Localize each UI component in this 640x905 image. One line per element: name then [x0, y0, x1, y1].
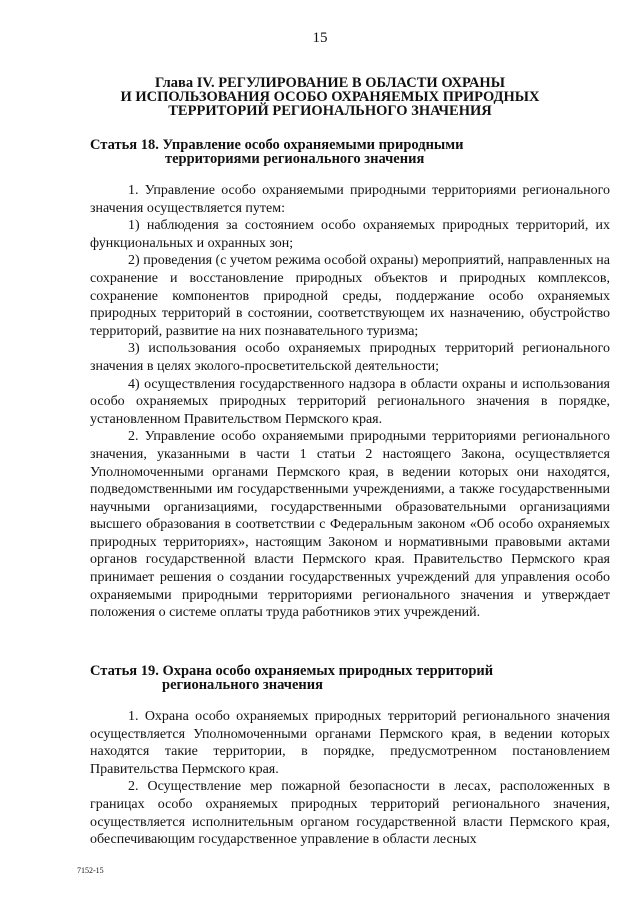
paragraph: 1. Управление особо охраняемыми природными территориями регионального значения осуществляется путем:: [90, 183, 610, 216]
paragraph: 2) проведения (с учетом режима особой охраны) мероприятий, направленных на сохранение и восстановление природных объектов и природных комплексов, сохранение компонентов природной среды, поддержание особо охраняемых природных территорий в состоянии, соответствующем их назначению, обустройство территорий, развитие на них познавательного туризма;: [90, 253, 610, 339]
paragraph: 2. Управление особо охраняемыми природными территориями регионального значения, указанными в части 1 статьи 2 настоящего Закона, осуществляется Уполномоченными органами Пермского края, в ведении которых они находятся, подведомственными им государственными учреждениями, а также государственными научными организациями, государственными образовательными организациями высшего образования в соответствии с Федеральным законом «Об особо охраняемых природных территориях», настоящим Законом и нормативными правовыми актами органов государственной власти Пермского края. Правительство Пермского края принимает решения о создании государственных учреждений для управления особо охраняемыми природными территориями регионального значения и утверждает положения о системе оплаты труда работников этих учреждений.: [90, 429, 610, 621]
article-title-line: Статья 19. Охрана особо охраняемых природных территорий: [90, 663, 494, 679]
article-title-line: Статья 18. Управление особо охраняемыми природными: [90, 137, 464, 153]
chapter-title: [90, 76, 570, 118]
paragraph: 1. Охрана особо охраняемых природных территорий регионального значения осуществляется Уполномоченными органами Пермского края, в ведении которых находятся такие территории, в порядке, предусмотренном постановлением Правительства Пермского края.: [90, 709, 610, 777]
article-title-line: регионального значения: [162, 677, 323, 693]
article-18-body: [90, 182, 610, 622]
chapter-title-line: ТЕРРИТОРИЙ РЕГИОНАЛЬНОГО ЗНАЧЕНИЯ: [168, 103, 492, 119]
article-19-body: [90, 708, 610, 849]
paragraph: 4) осуществления государственного надзора в области охраны и использования особо охраняемых природных территорий регионального значения в порядке, установленном Правительством Пермского края.: [90, 376, 610, 427]
article-19-title: [90, 664, 610, 692]
chapter-title-line: И ИСПОЛЬЗОВАНИЯ ОСОБО ОХРАНЯЕМЫХ ПРИРОДНЫХ: [120, 89, 540, 105]
chapter-title-line: Глава IV. РЕГУЛИРОВАНИЕ В ОБЛАСТИ ОХРАНЫ: [155, 75, 505, 91]
paragraph: 2. Осуществление мер пожарной безопасности в лесах, расположенных в границах особо охраняемых природных территорий регионального значения, осуществляется исполнительным органом государственной власти Пермского края, обеспечивающим государственное управление в области лесных: [90, 779, 610, 848]
paragraph: 1) наблюдения за состоянием особо охраняемых природных территорий, их функциональных и охранных зон;: [90, 218, 610, 251]
article-18-title: [90, 138, 610, 166]
page-number: 15: [312, 30, 328, 46]
document-code: 7152-15: [77, 866, 104, 875]
article-title-line: территориями регионального значения: [165, 151, 425, 167]
paragraph: 3) использования особо охраняемых природных территорий регионального значения в целях эколого-просветительской деятельности;: [90, 341, 610, 374]
